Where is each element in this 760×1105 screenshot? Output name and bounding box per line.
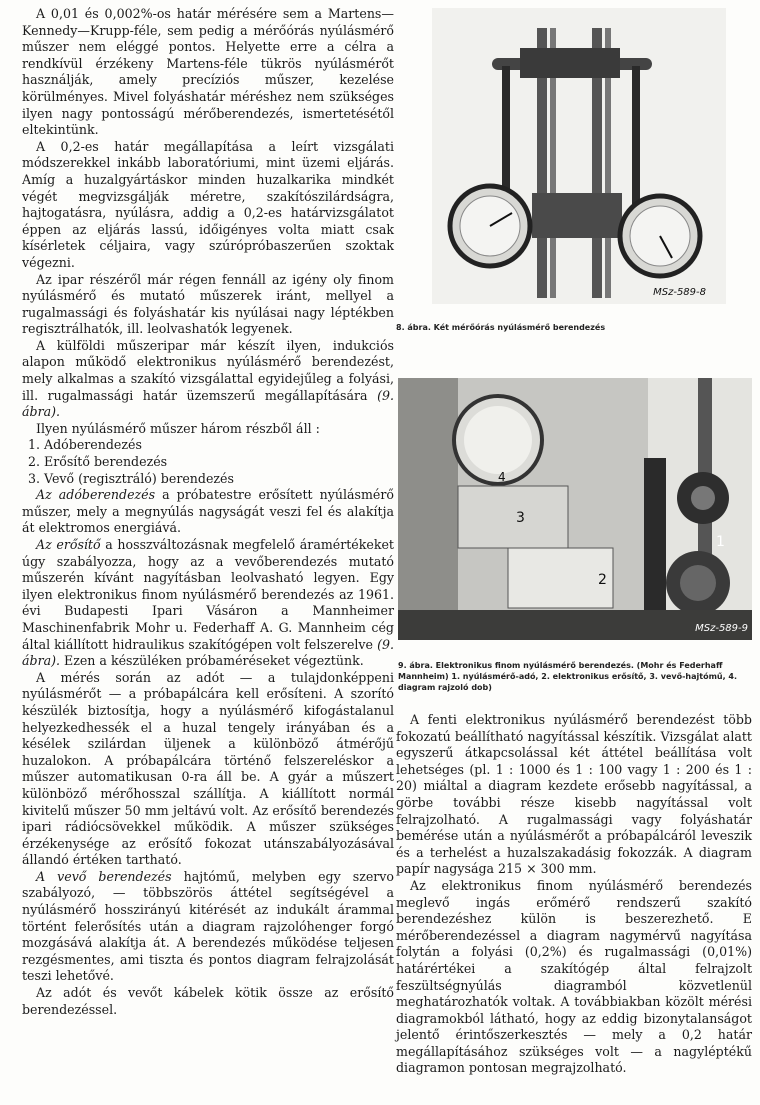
term: Az adóberendezés [36, 487, 156, 503]
list-item: 3. Vevő (regisztráló) berendezés [28, 470, 234, 486]
left-column [22, 6, 394, 1018]
paragraph-text: A külföldi műszeripar már készít ilyen, indukciós alapon működő elektronikus nyúlásmérő berendezést, mely alkalmas a szakító vizsgálattal egyidejűleg a folyási, ill. rugalmassági határ üzemszerű megállapítására [22, 337, 394, 403]
list-item: 1. Adóberendezés [28, 437, 142, 453]
parts-list [22, 437, 394, 487]
paragraph: A 0,2-es határ megállapítása a leírt vizsgálati módszerekkel inkább laboratóriumi, mint üzemi eljárás. Amíg a huzalgyártáskor minden huzalkarika mindkét végét megvizsgálják méretre, szakítószilárdságra, hajtogatásra, nyúlásra, addig a 0,2-es határvizsgálatot éppen az eljárás lassú, időigényes volta miatt csak kísérletek céljaira, vagy szúrópróbaszerűen szoktak végezni. [22, 138, 394, 270]
figure-9-label-2: 2 [598, 572, 607, 588]
figure-8-photo [432, 8, 726, 304]
paragraph: A fenti elektronikus nyúlásmérő berendezést több fokozatú beállítható nagyítással készítik. Vizsgálat alatt egyszerű átkapcsolással két áttétel beállítása volt lehetséges (pl. 1 : 1000 és 1 : 100 vagy 1 : 200 és 1 : 20) miáltal a diagram kezdete erősebb nagyítással, a görbe további része kisebb nagyítással volt felrajzolható. A rugalmassági vagy folyáshatár bemérése után a nyúlásmérőt a próbapálcáról leveszik és a terhelést a huzalszakadásig fokozzák. A diagram papír nagysága 215 × 300 mm. [396, 712, 752, 877]
paragraph [22, 487, 394, 537]
electronic-extensometer-photo [398, 378, 752, 640]
figure-reference: (9. ábra). [22, 387, 394, 420]
paragraph-text: a hosszváltozásnak megfelelő áramértékeket úgy szabályozza, hogy az a vevőberendezés mutató műszerén kívánt nagyításban leolvasható legyen. Egy ilyen elektronikus finom nyúlásmérő berendezés az 1961. évi Budapesti Ipari Vásáron a Mannheimer Maschinenfabrik Mohr u. Federhaff A. G. Mannheim cég által kiállított hidraulikus szakítógépen volt felszerelve [22, 537, 394, 652]
figure-8-stamp: MSz-589-8 [653, 287, 706, 298]
paragraph [22, 869, 394, 985]
term: Az erősítő [36, 537, 101, 552]
paragraph: Az elektronikus finom nyúlásmérő berendezés meglevő ingás erőmérő rendszerű szakító berendezéshez külön is beszerezhető. E mérőberendezéssel a diagram nagymérvű nagyítása folytán a folyási (0,2%) és rugalmassági (0,01%) határértékei a szakítógép által felrajzolt feszültségnyúlás diagramból közvetlenül meghatározhatók voltak. A továbbiakban közölt mérési diagramokból látható, hogy az eddig bizonytalanságot jelentő érintőszerkesztés — mely a 0,2 határ megállapításához szükséges volt — a nagyléptékű diagramon pontosan megrajzolható. [396, 877, 752, 1076]
paragraph: Ilyen nyúlásmérő műszer három részből áll : [36, 420, 320, 436]
paragraph: A mérés során az adót — a tulajdonképpeni nyúlásmérőt — a próbapálcára kell erősíteni. A szorító készülék biztosítja, hogy a nyúlásmérő kifogástalanul helyezkedhessék el a huzal tengely irányában és a késélek szilárdan üljenek a különböző átmérőjű huzalokon. A próbapálcára történő felszereléskor a műszer automatikusan 0-ra áll be. A gyár a műszert különböző mérőhosszal szállítja. A kiállított normál kivitelű műszer 50 mm jeltávú volt. Az erősítő berendezés ipari rádiócsövekkel működik. A műszer szükséges érzékenysége az erősítő fokozat utánszabályozásával állandó értéken tartható. [22, 669, 394, 868]
figure-9-label-4: 4 [498, 470, 506, 484]
right-column [396, 712, 752, 1077]
figure-9-label-3: 3 [516, 510, 525, 526]
paragraph-text: hajtómű, melyben egy szervo szabályozó, — többszörös áttétel segítségével a nyúlásmérő hosszirányú kitérését az indukált árammal történt felerősítés után a diagram rajzolóhenger forgó mozgásává alakítja át. A berendezés működése teljesen rezgésmentes, ami tiszta és pontos diagram felrajzolását teszi lehetővé. [22, 868, 394, 984]
figure-8-caption: 8. ábra. Két mérőórás nyúlásmérő berendezés [396, 323, 606, 332]
paragraph: Az adót és vevőt kábelek kötik össze az erősítő berendezéssel. [22, 985, 394, 1017]
paragraph-text: a próbatestre erősített nyúlásmérő műszer, mely a megnyúlás nagyságát veszi fel és alakítja át elektromos energiává. [22, 487, 394, 536]
figure-reference: (9. ábra). [22, 636, 394, 669]
figure-9-photo [398, 378, 752, 640]
paragraph-text: Ezen a készüléken próbaméréseket végeztünk. [64, 653, 364, 669]
paragraph: A 0,01 és 0,002%-os határ mérésére sem a Martens—Kennedy—Krupp-féle, sem pedig a mérőórás nyúlásmérő műszer nem eléggé pontos. Helyette erre a célra a rendkívül érzékeny Martens-féle tükrös nyúlásmérőt használják, amely precíziós műszer, kezelése körülményes. Mivel folyáshatár méréshez nem szükséges ilyen nagy pontosságú mérőberendezés, ismertetésétől eltekintünk. [22, 6, 394, 138]
figure-9-label-1: 1 [716, 534, 725, 550]
extensometer-photo [432, 8, 726, 304]
list-item: 2. Erősítő berendezés [28, 454, 168, 470]
figure-9-stamp: MSz-589-9 [695, 623, 748, 634]
paragraph [22, 537, 394, 670]
paragraph [22, 338, 394, 421]
paragraph: Az ipar részéről már régen fennáll az igény oly finom nyúlásmérő és mutató műszerek iránt, mellyel a rugalmassági és folyáshatár kis nyúlásai nagy léptékben regisztrálhatók, ill. leolvashatók legyenek. [22, 271, 394, 337]
term: A vevő berendezés [36, 868, 172, 884]
figure-9-caption: 9. ábra. Elektronikus finom nyúlásmérő berendezés. (Mohr és Federhaff Mannheim) 1. nyúlásmérő-adó, 2. elektronikus erősítő, 3. vevő-hajtómű, 4. diagram rajzoló dob) [398, 661, 738, 692]
